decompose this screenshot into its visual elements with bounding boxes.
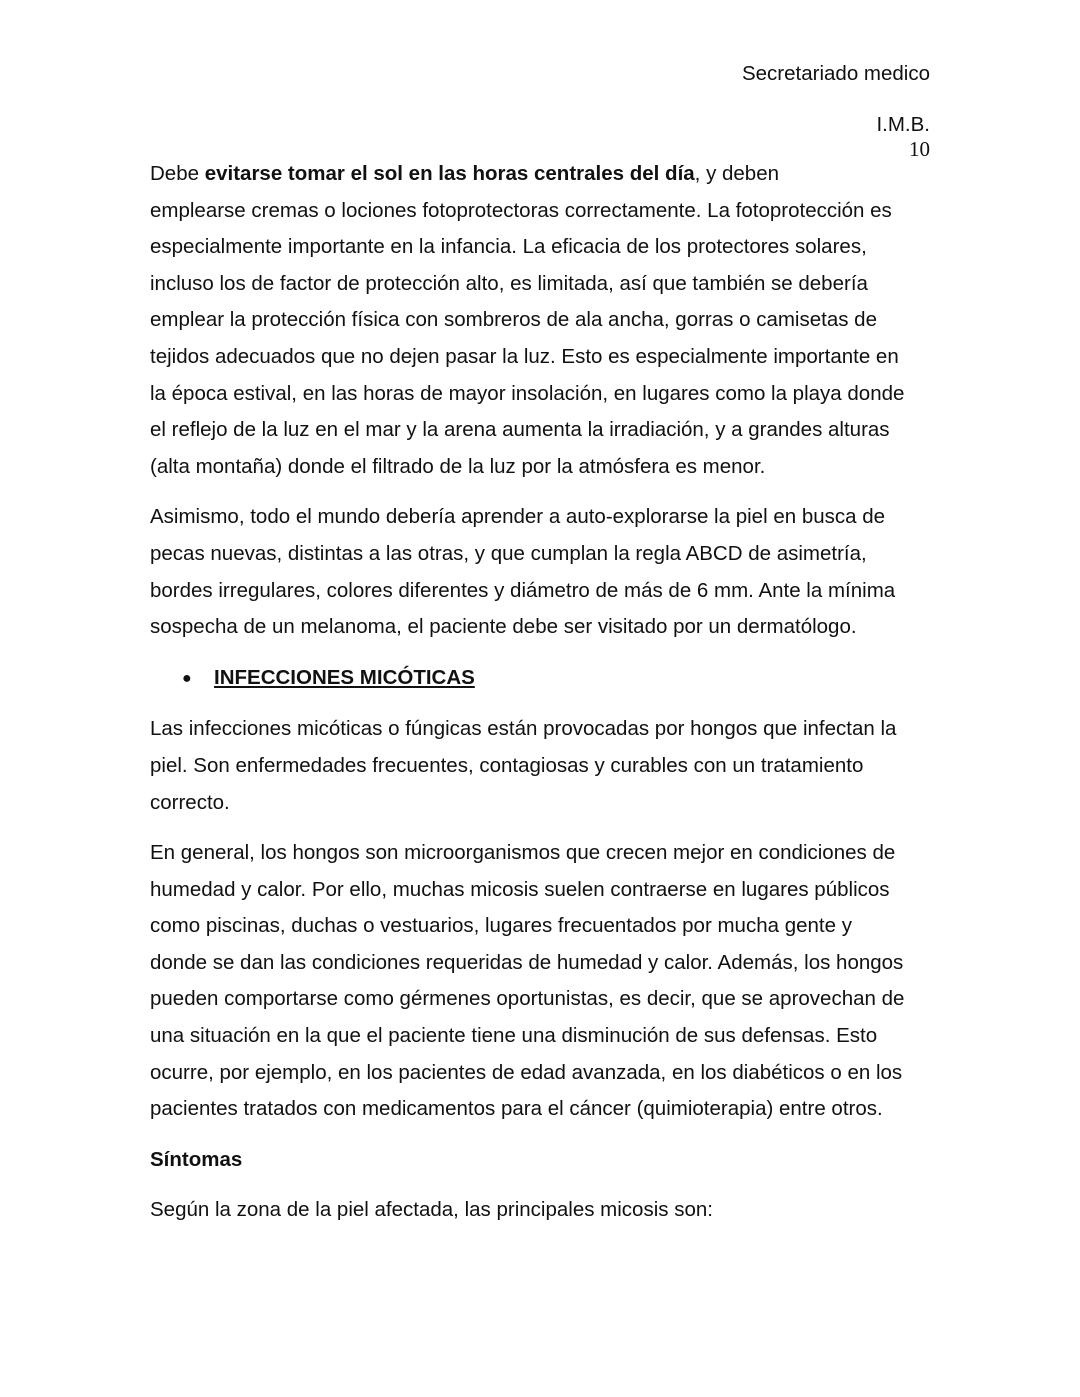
paragraph-fungi-conditions	[150, 835, 950, 1128]
paragraph-line: donde se dan las condiciones requeridas de humedad y calor. Además, los hongos	[150, 950, 904, 974]
paragraph-line: incluso los de factor de protección alto, es limitada, así que también se debería	[150, 271, 868, 295]
document-body	[150, 156, 950, 1243]
section-heading	[182, 660, 950, 698]
paragraph-line: bordes irregulares, colores diferentes y diámetro de más de 6 mm. Ante la mínima	[150, 578, 896, 602]
paragraph-line: Asimismo, todo el mundo debería aprender a auto-explorarse la piel en busca de	[150, 505, 886, 529]
bold-text-run: evitarse tomar el sol en las horas centrales del día	[204, 162, 695, 185]
paragraph-line: piel. Son enfermedades frecuentes, contagiosas y curables con un tratamiento	[150, 753, 864, 777]
paragraph-line: pecas nuevas, distintas a las otras, y que cumplan la regla ABCD de asimetría,	[150, 541, 867, 565]
paragraph-sun-protection	[150, 156, 950, 485]
page-number: 10	[909, 137, 930, 161]
paragraph-line: especialmente importante en la infancia. La eficacia de los protectores solares,	[150, 235, 867, 259]
paragraph-line: tejidos adecuados que no dejen pasar la luz. Esto es especialmente importante en	[150, 344, 899, 368]
header-title: Secretariado medico	[741, 62, 930, 85]
paragraph-line: emplear la protección física con sombreros de ala ancha, gorras o camisetas de	[150, 308, 877, 332]
paragraph-line	[150, 156, 950, 193]
paragraph-line: (alta montaña) donde el filtrado de la luz por la atmósfera es menor.	[150, 454, 766, 478]
paragraph-line: correcto.	[150, 790, 230, 814]
paragraph-line: Según la zona de la piel afectada, las principales micosis son:	[150, 1198, 713, 1222]
paragraph-line: una situación en la que el paciente tiene una disminución de sus defensas. Esto	[150, 1024, 878, 1048]
paragraph-mycosis-types	[150, 1192, 950, 1229]
paragraph-line: pacientes tratados con medicamentos para el cáncer (quimioterapia) entre otros.	[150, 1097, 883, 1121]
subheading-symptoms: Síntomas	[150, 1147, 243, 1171]
text-run: Debe	[150, 162, 205, 185]
paragraph-line: el reflejo de la luz en el mar y la arena aumenta la irradiación, y a grandes alturas	[150, 418, 890, 442]
paragraph-line: humedad y calor. Por ello, muchas micosis suelen contraerse en lugares públicos	[150, 877, 890, 901]
text-run: , y deben	[694, 162, 780, 185]
paragraph-line: En general, los hongos son microorganismos que crecen mejor en condiciones de	[150, 841, 896, 865]
header-initials: I.M.B.	[876, 113, 930, 136]
paragraph-line: emplearse cremas o lociones fotoprotectoras correctamente. La fotoprotección es	[150, 198, 892, 222]
paragraph-line: como piscinas, duchas o vestuarios, lugares frecuentados por mucha gente y	[150, 914, 852, 938]
paragraph-line: la época estival, en las horas de mayor insolación, en lugares como la playa donde	[150, 381, 905, 405]
paragraph-mycosis-intro	[150, 711, 950, 821]
paragraph-line: sospecha de un melanoma, el paciente debe ser visitado por un dermatólogo.	[150, 615, 857, 639]
section-heading-text: INFECCIONES MICÓTICAS	[214, 665, 475, 689]
paragraph-line: pueden comportarse como gérmenes oportunistas, es decir, que se aprovechan de	[150, 987, 905, 1011]
paragraph-line: ocurre, por ejemplo, en los pacientes de edad avanzada, en los diabéticos o en los	[150, 1060, 903, 1084]
bullet-icon: ●	[182, 669, 192, 687]
paragraph-self-exam	[150, 499, 950, 645]
paragraph-line: Las infecciones micóticas o fúngicas están provocadas por hongos que infectan la	[150, 717, 897, 741]
